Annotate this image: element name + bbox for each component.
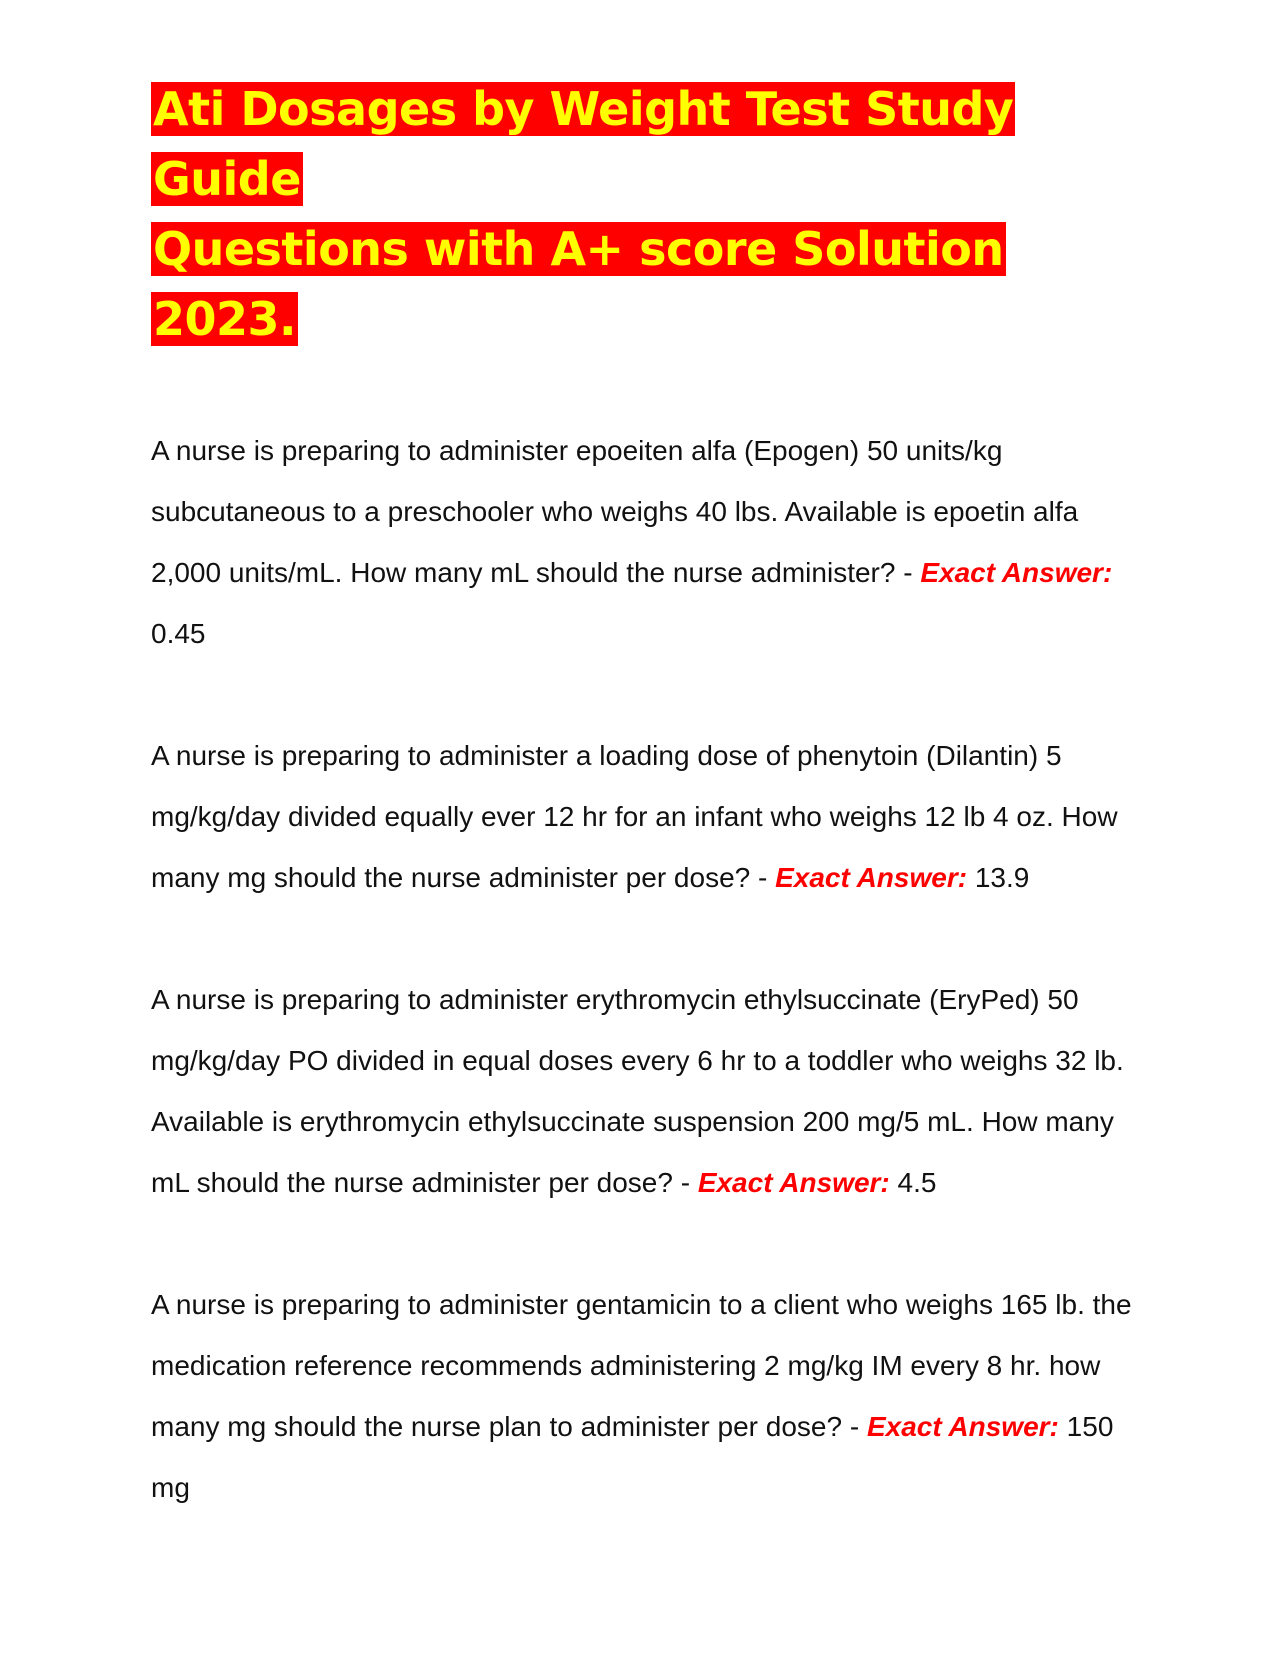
question-block-3 [151,969,1141,1213]
answer-value: 0.45 [151,618,206,649]
answer-value: 13.9 [974,862,1030,893]
answer-label: Exact Answer: [866,1411,1059,1442]
title-line-2: Questions with A+ score Solution 2023. [153,222,1004,346]
question-text: A nurse is preparing to administer epoeiten alfa (Epogen) 50 units/kg subcutaneous to a preschooler who weighs 40 lbs. Available is epoetin alfa 2,000 units/mL. How many mL should the nurse administer? - [151,435,1079,588]
answer-value: 150 mg [151,1411,1114,1503]
question-block-4 [151,1274,1141,1518]
answer-value: 4.5 [897,1167,937,1198]
document-page [151,74,1141,1579]
answer-label: Exact Answer: [775,862,968,893]
answer-label: Exact Answer: [920,557,1113,588]
question-text: A nurse is preparing to administer erythromycin ethylsuccinate (EryPed) 50 mg/kg/day PO divided in equal doses every 6 hr to a toddler who weighs 32 lb. Available is erythromycin ethylsuccinate suspension 200 mg/5 mL. How many mL should the nurse administer per dose? - [151,984,1124,1198]
question-block-1 [151,420,1141,664]
question-text: A nurse is preparing to administer gentamicin to a client who weighs 165 lb. the medication reference recommends administering 2 mg/kg IM every 8 hr. how many mg should the nurse plan to administer per dose? - [151,1289,1132,1442]
question-block-2 [151,725,1141,908]
title-line-1: Ati Dosages by Weight Test Study Guide [153,82,1014,206]
question-text: A nurse is preparing to administer a loading dose of phenytoin (Dilantin) 5 mg/kg/day divided equally ever 12 hr for an infant who weighs 12 lb 4 oz. How many mg should the nurse administer per dose? - [151,740,1118,893]
answer-label: Exact Answer: [697,1167,890,1198]
document-title [151,74,1141,354]
